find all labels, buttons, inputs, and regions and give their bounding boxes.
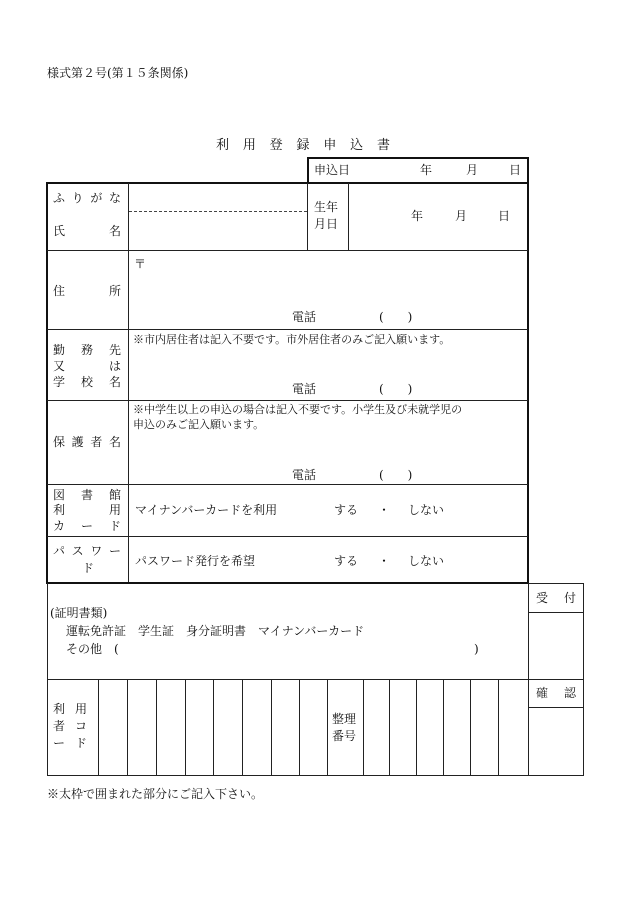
library-card-label-line1 bbox=[53, 489, 121, 501]
guardian-phone-label: 電話 bbox=[292, 468, 317, 482]
form-title bbox=[216, 139, 390, 152]
row-divider-workplace bbox=[47, 329, 528, 330]
label-char: ー bbox=[108, 544, 121, 558]
birth-label-line2: 月日 bbox=[314, 217, 339, 231]
label-char: ド bbox=[108, 519, 121, 533]
guardian-phone-paren: ( ) bbox=[379, 468, 413, 482]
label-char: ワ bbox=[90, 544, 103, 558]
guardian-note-line2: 申込のみご記入願います。 bbox=[133, 418, 265, 431]
password-label-line1 bbox=[53, 545, 121, 557]
row-divider-address bbox=[47, 250, 528, 251]
application-day-label: 日 bbox=[509, 163, 522, 177]
code-cell-divider bbox=[271, 680, 272, 775]
main-box-bottom bbox=[46, 582, 529, 584]
birth-year-label: 年 bbox=[411, 209, 424, 223]
user-code-label-line1 bbox=[53, 703, 87, 715]
label-char: 名 bbox=[108, 375, 121, 389]
label-char: 名 bbox=[108, 435, 121, 449]
workplace-note: ※市内居住者は記入不要です。市外居住者のみご記入願います。 bbox=[133, 333, 451, 346]
application-year-label: 年 bbox=[420, 163, 433, 177]
lower-box-bottom bbox=[47, 775, 584, 776]
name-field[interactable] bbox=[130, 213, 306, 249]
title-char: 申 bbox=[323, 138, 337, 153]
label-char: カ bbox=[53, 519, 66, 533]
documents-heading: (証明書類) bbox=[50, 606, 108, 620]
documents-other-close: ) bbox=[474, 642, 479, 656]
library-card-label-line2 bbox=[53, 504, 121, 516]
birth-label-left bbox=[307, 183, 308, 250]
label-char: 受 bbox=[536, 591, 549, 605]
footer-note: ※太枠で囲まれた部分にご記入下さい。 bbox=[47, 787, 264, 801]
label-char: は bbox=[108, 359, 121, 373]
password-separator: ・ bbox=[378, 554, 391, 568]
label-char: ー bbox=[53, 736, 66, 750]
main-box-right bbox=[527, 157, 529, 583]
label-char: 図 bbox=[53, 488, 66, 502]
serial-cell-divider bbox=[389, 680, 390, 775]
label-char: 所 bbox=[108, 284, 121, 298]
label-char: ス bbox=[71, 544, 84, 558]
label-char: 用 bbox=[74, 702, 87, 716]
password-yes-option[interactable]: する bbox=[334, 554, 359, 568]
application-year-field[interactable] bbox=[360, 160, 410, 178]
title-char: 登 bbox=[269, 138, 283, 153]
library-card-text: マイナンバーカードを利用 bbox=[135, 503, 278, 517]
confirm-label bbox=[536, 687, 576, 699]
label-char: 者 bbox=[53, 719, 66, 733]
postal-mark: 〒 bbox=[134, 257, 147, 271]
date-box-left bbox=[307, 157, 309, 183]
password-text: パスワード発行を希望 bbox=[135, 554, 256, 568]
documents-items: 運転免許証 学生証 身分証明書 マイナンバーカード bbox=[66, 624, 365, 638]
furigana-label bbox=[53, 192, 121, 204]
library-card-no-option[interactable]: しない bbox=[408, 503, 445, 517]
code-cell-divider bbox=[156, 680, 157, 775]
user-code-label-line3 bbox=[53, 737, 87, 749]
workplace-phone-label: 電話 bbox=[292, 382, 317, 396]
library-card-label-line3 bbox=[53, 520, 121, 532]
password-no-option[interactable]: しない bbox=[408, 554, 445, 568]
title-char: 書 bbox=[376, 138, 390, 153]
label-char: 護 bbox=[71, 435, 84, 449]
title-char: 利 bbox=[216, 138, 230, 153]
furigana-field[interactable] bbox=[130, 184, 306, 210]
guardian-field[interactable] bbox=[130, 434, 526, 464]
label-char: 勤 bbox=[53, 343, 66, 357]
label-char: 利 bbox=[53, 702, 66, 716]
reception-label-bottom bbox=[528, 612, 584, 613]
code-cell-divider bbox=[185, 680, 186, 775]
address-field[interactable] bbox=[150, 255, 520, 305]
application-month-label: 月 bbox=[466, 163, 479, 177]
label-char: コ bbox=[74, 719, 87, 733]
birth-label-line1: 生年 bbox=[314, 200, 339, 214]
form-number: 様式第２号(第１５条関係) bbox=[47, 66, 189, 80]
label-char: ー bbox=[80, 519, 93, 533]
label-char: 氏 bbox=[53, 224, 66, 238]
label-char: ド bbox=[74, 736, 87, 750]
application-date-label: 申込日 bbox=[314, 163, 351, 177]
guardian-label bbox=[53, 436, 121, 448]
code-cell-divider bbox=[299, 680, 300, 775]
furigana-divider bbox=[129, 211, 307, 212]
serial-cell-divider bbox=[470, 680, 471, 775]
label-char: 認 bbox=[563, 686, 576, 700]
password-label-line2: ド bbox=[82, 561, 95, 575]
serial-cell-divider bbox=[498, 680, 499, 775]
label-char: り bbox=[71, 191, 84, 205]
main-box-left bbox=[46, 182, 48, 583]
row-divider-guardian bbox=[47, 400, 528, 401]
workplace-label-line3 bbox=[53, 376, 121, 388]
workplace-phone-paren: ( ) bbox=[379, 382, 413, 396]
label-char: 学 bbox=[53, 375, 66, 389]
title-char: 込 bbox=[350, 138, 364, 153]
serial-cell-divider bbox=[416, 680, 417, 775]
label-char: 又 bbox=[53, 359, 66, 373]
serial-cell-divider bbox=[363, 680, 364, 775]
name-label bbox=[53, 225, 121, 237]
title-char: 用 bbox=[242, 138, 256, 153]
code-cell-divider bbox=[242, 680, 243, 775]
label-char: 確 bbox=[536, 686, 549, 700]
row-divider-password bbox=[47, 536, 528, 537]
label-column-divider bbox=[128, 183, 129, 582]
address-phone-label: 電話 bbox=[292, 310, 317, 324]
label-char: 付 bbox=[563, 591, 576, 605]
library-card-yes-option[interactable]: する bbox=[334, 503, 359, 517]
row-divider-card bbox=[47, 484, 528, 485]
workplace-field[interactable] bbox=[130, 350, 526, 380]
date-box-top bbox=[307, 157, 528, 159]
label-char: 校 bbox=[80, 375, 93, 389]
confirm-label-bottom bbox=[528, 707, 584, 708]
code-cell-divider bbox=[327, 680, 328, 775]
label-char: 用 bbox=[108, 503, 121, 517]
workplace-label-line2 bbox=[53, 360, 121, 372]
label-char: 保 bbox=[53, 435, 66, 449]
reception-top bbox=[528, 583, 584, 584]
workplace-label-line1 bbox=[53, 344, 121, 356]
label-char: 名 bbox=[108, 224, 121, 238]
label-char: 住 bbox=[53, 284, 66, 298]
label-char: パ bbox=[53, 544, 66, 558]
title-char: 録 bbox=[296, 138, 310, 153]
label-char: 務 bbox=[80, 343, 93, 357]
birth-month-label: 月 bbox=[455, 209, 468, 223]
documents-other: その他 ( bbox=[66, 642, 119, 656]
code-cell-divider bbox=[98, 680, 99, 775]
label-char: ふ bbox=[53, 191, 66, 205]
address-label bbox=[53, 285, 121, 297]
birth-label-right bbox=[348, 183, 349, 250]
user-code-label-line2 bbox=[53, 720, 87, 732]
reception-label bbox=[536, 592, 576, 604]
documents-other-field[interactable] bbox=[140, 640, 470, 658]
label-char: 館 bbox=[108, 488, 121, 502]
library-card-separator: ・ bbox=[378, 503, 391, 517]
serial-label-line1: 整理 bbox=[332, 712, 357, 726]
label-char: 利 bbox=[53, 503, 66, 517]
guardian-note-line1: ※中学生以上の申込の場合は記入不要です。小学生及び未就学児の bbox=[133, 403, 463, 416]
label-char: な bbox=[108, 191, 121, 205]
birth-date-field[interactable] bbox=[350, 185, 526, 248]
serial-cell-divider bbox=[443, 680, 444, 775]
birth-day-label: 日 bbox=[498, 209, 511, 223]
label-char: が bbox=[90, 191, 103, 205]
code-cell-divider bbox=[213, 680, 214, 775]
serial-label-line2: 番号 bbox=[332, 729, 357, 743]
label-char: 者 bbox=[90, 435, 103, 449]
label-char: 書 bbox=[80, 488, 93, 502]
address-phone-paren: ( ) bbox=[379, 310, 413, 324]
code-cell-divider bbox=[127, 680, 128, 775]
label-char: 先 bbox=[108, 343, 121, 357]
